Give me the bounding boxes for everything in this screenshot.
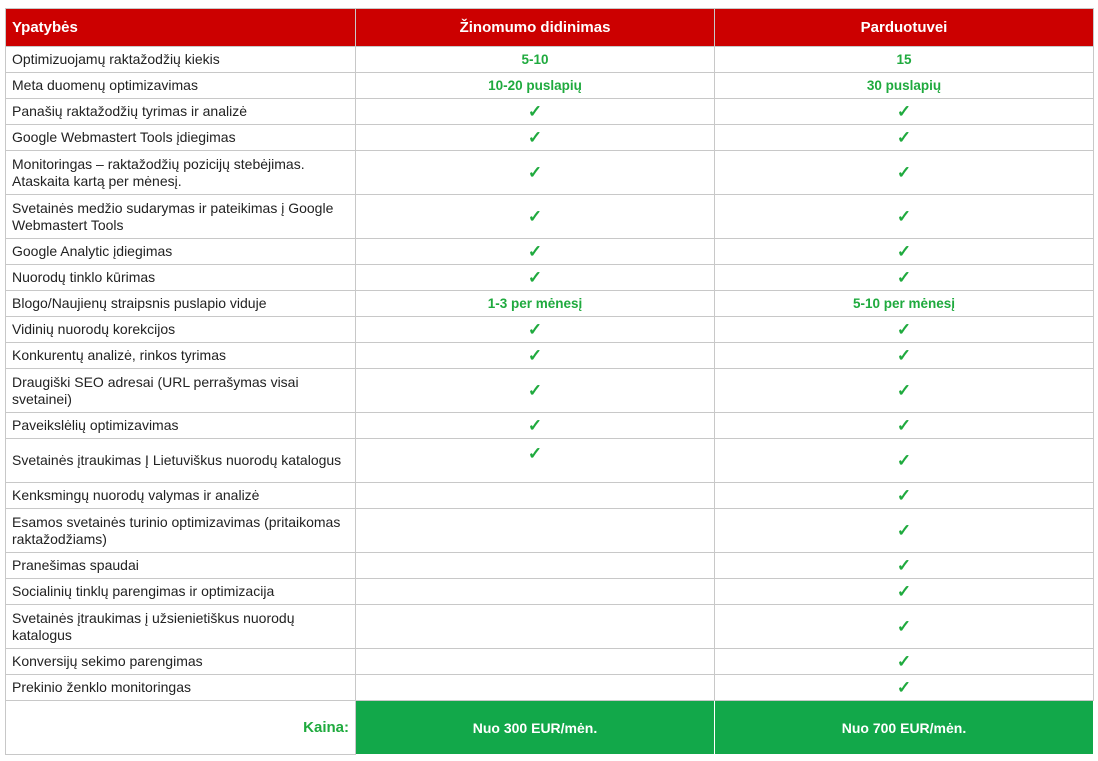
plan1-cell: 10-20 puslapių	[356, 73, 715, 99]
plan2-cell: 30 puslapių	[715, 73, 1094, 99]
check-icon: ✓	[896, 581, 912, 601]
plan2-cell	[715, 675, 1094, 701]
feature-cell: Blogo/Naujienų straipsnis puslapio viduje	[6, 291, 356, 317]
plan1-cell	[356, 99, 715, 125]
plan1-cell	[356, 125, 715, 151]
plan1-cell	[356, 239, 715, 265]
check-icon: ✓	[527, 345, 543, 365]
price-row	[6, 701, 1094, 755]
plan2-cell	[715, 509, 1094, 553]
plan1-cell	[356, 553, 715, 579]
table-footer	[6, 701, 1094, 755]
check-icon: ✓	[896, 485, 912, 505]
feature-cell: Nuorodų tinklo kūrimas	[6, 265, 356, 291]
plan2-cell	[715, 579, 1094, 605]
pricing-table	[5, 8, 1094, 755]
check-icon: ✓	[896, 555, 912, 575]
feature-cell: Esamos svetainės turinio optimizavimas (pritaikomas raktažodžiams)	[6, 509, 356, 553]
check-icon: ✓	[527, 101, 543, 121]
plan1-cell: 1-3 per mėnesį	[356, 291, 715, 317]
plan1-cell	[356, 265, 715, 291]
plan2-cell	[715, 649, 1094, 675]
table-row	[6, 265, 1094, 291]
header-plan-shop: Parduotuvei	[715, 9, 1094, 47]
plan1-cell	[356, 317, 715, 343]
table-row	[6, 439, 1094, 483]
feature-cell: Google Webmastert Tools įdiegimas	[6, 125, 356, 151]
plan2-cell: 15	[715, 47, 1094, 73]
feature-cell: Vidinių nuorodų korekcijos	[6, 317, 356, 343]
check-icon: ✓	[896, 267, 912, 287]
table-row	[6, 369, 1094, 413]
table-row	[6, 195, 1094, 239]
plan2-cell	[715, 413, 1094, 439]
feature-cell: Google Analytic įdiegimas	[6, 239, 356, 265]
price-label: Kaina:	[6, 701, 356, 755]
plan2-cell	[715, 439, 1094, 483]
table-row	[6, 239, 1094, 265]
check-icon: ✓	[527, 241, 543, 261]
plan2-cell	[715, 195, 1094, 239]
plan1-cell	[356, 151, 715, 195]
check-icon: ✓	[896, 162, 912, 182]
plan1-cell	[356, 195, 715, 239]
check-icon: ✓	[896, 127, 912, 147]
table-header	[6, 9, 1094, 47]
feature-cell: Svetainės įtraukimas Į Lietuviškus nuorodų katalogus	[6, 439, 356, 483]
feature-cell: Panašių raktažodžių tyrimas ir analizė	[6, 99, 356, 125]
table-row	[6, 151, 1094, 195]
plan1-cell	[356, 509, 715, 553]
check-icon: ✓	[527, 127, 543, 147]
table-row	[6, 605, 1094, 649]
header-features: Ypatybės	[6, 9, 356, 47]
plan2-cell	[715, 369, 1094, 413]
plan1-cell	[356, 649, 715, 675]
feature-cell: Monitoringas – raktažodžių pozicijų stebėjimas. Ataskaita kartą per mėnesį.	[6, 151, 356, 195]
table-row	[6, 483, 1094, 509]
plan2-cell	[715, 265, 1094, 291]
check-icon: ✓	[896, 206, 912, 226]
feature-cell: Socialinių tinklų parengimas ir optimizacija	[6, 579, 356, 605]
plan1-cell	[356, 579, 715, 605]
check-icon: ✓	[527, 380, 543, 400]
table-row	[6, 675, 1094, 701]
check-icon: ✓	[896, 101, 912, 121]
plan2-price: Nuo 700 EUR/mėn.	[715, 701, 1094, 755]
table-row	[6, 47, 1094, 73]
plan2-cell	[715, 553, 1094, 579]
check-icon: ✓	[527, 319, 543, 339]
plan1-cell: 5-10	[356, 47, 715, 73]
plan2-cell: 5-10 per mėnesį	[715, 291, 1094, 317]
check-icon: ✓	[896, 241, 912, 261]
feature-cell: Svetainės medžio sudarymas ir pateikimas į Google Webmastert Tools	[6, 195, 356, 239]
table-row	[6, 73, 1094, 99]
check-icon: ✓	[896, 415, 912, 435]
feature-cell: Konversijų sekimo parengimas	[6, 649, 356, 675]
table-row	[6, 343, 1094, 369]
check-icon: ✓	[527, 444, 543, 463]
check-icon: ✓	[527, 267, 543, 287]
table-row	[6, 649, 1094, 675]
table-row	[6, 99, 1094, 125]
check-icon: ✓	[896, 651, 912, 671]
plan2-cell	[715, 483, 1094, 509]
check-icon: ✓	[527, 415, 543, 435]
table-row	[6, 553, 1094, 579]
feature-cell: Svetainės įtraukimas į užsienietiškus nuorodų katalogus	[6, 605, 356, 649]
feature-cell: Konkurentų analizė, rinkos tyrimas	[6, 343, 356, 369]
table-row	[6, 291, 1094, 317]
feature-cell: Draugiški SEO adresai (URL perrašymas visai svetainei)	[6, 369, 356, 413]
plan2-cell	[715, 151, 1094, 195]
plan1-price: Nuo 300 EUR/mėn.	[356, 701, 715, 755]
table-row	[6, 125, 1094, 151]
table-row	[6, 509, 1094, 553]
plan1-cell	[356, 343, 715, 369]
check-icon: ✓	[896, 345, 912, 365]
feature-cell: Kenksmingų nuorodų valymas ir analizė	[6, 483, 356, 509]
feature-cell: Meta duomenų optimizavimas	[6, 73, 356, 99]
check-icon: ✓	[527, 162, 543, 182]
header-plan-awareness: Žinomumo didinimas	[356, 9, 715, 47]
feature-cell: Pranešimas spaudai	[6, 553, 356, 579]
plan2-cell	[715, 605, 1094, 649]
table-row	[6, 317, 1094, 343]
plan2-cell	[715, 239, 1094, 265]
plan2-cell	[715, 99, 1094, 125]
header-row	[6, 9, 1094, 47]
plan1-cell	[356, 675, 715, 701]
check-icon: ✓	[896, 520, 912, 540]
plan2-cell	[715, 343, 1094, 369]
check-icon: ✓	[896, 380, 912, 400]
plan2-cell	[715, 125, 1094, 151]
feature-cell: Prekinio ženklo monitoringas	[6, 675, 356, 701]
plan1-cell	[356, 439, 715, 483]
table-row	[6, 579, 1094, 605]
table-body	[6, 47, 1094, 701]
plan2-cell	[715, 317, 1094, 343]
check-icon: ✓	[896, 616, 912, 636]
table-row	[6, 413, 1094, 439]
check-icon: ✓	[896, 677, 912, 697]
plan1-cell	[356, 369, 715, 413]
plan1-cell	[356, 483, 715, 509]
feature-cell: Paveikslėlių optimizavimas	[6, 413, 356, 439]
plan1-cell	[356, 605, 715, 649]
feature-cell: Optimizuojamų raktažodžių kiekis	[6, 47, 356, 73]
check-icon: ✓	[896, 450, 912, 470]
check-icon: ✓	[896, 319, 912, 339]
plan1-cell	[356, 413, 715, 439]
check-icon: ✓	[527, 206, 543, 226]
